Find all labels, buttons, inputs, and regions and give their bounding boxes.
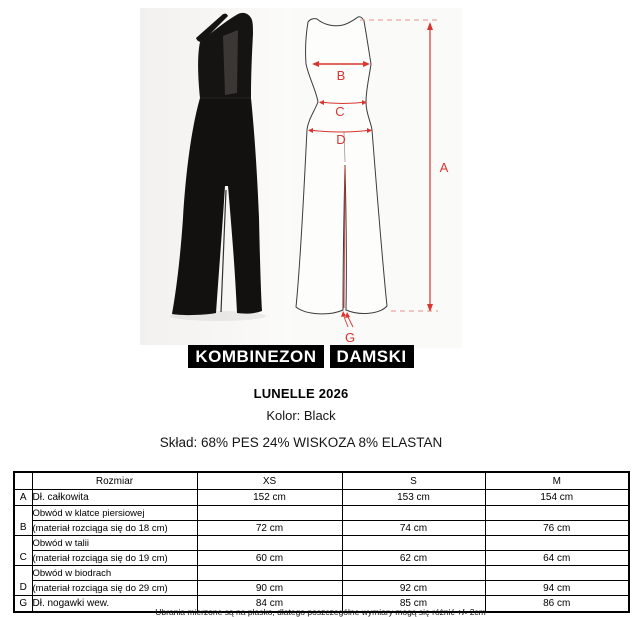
header-m: M <box>485 472 629 490</box>
cell-empty <box>197 536 342 551</box>
title-word-damski: DAMSKI <box>330 345 414 368</box>
table-row <box>14 506 629 521</box>
row-label-line2: (materiał rozciąga się do 18 cm) <box>32 521 197 536</box>
footnote-tolerance: +/- <box>454 607 470 617</box>
cell-empty <box>342 536 485 551</box>
cell-value: 92 cm <box>342 581 485 596</box>
footnote-unit: 2cm <box>469 607 486 617</box>
label-A: A <box>439 160 449 175</box>
cell-value: 62 cm <box>342 551 485 566</box>
label-D: D <box>336 132 346 147</box>
cell-value: 153 cm <box>342 490 485 506</box>
row-label-line1: Obwód w talii <box>32 536 197 551</box>
label-B: B <box>336 68 346 83</box>
cell-empty <box>485 566 629 581</box>
composition-label: Skład: 68% PES 24% WISKOZA 8% ELASTAN <box>159 435 443 450</box>
cell-value: 60 cm <box>197 551 342 566</box>
cell-value: 86 cm <box>485 596 629 613</box>
row-letter: A <box>14 490 32 506</box>
row-label: Dł. nogawki wew. <box>32 596 197 613</box>
table-row <box>14 490 629 506</box>
table-row <box>14 581 629 596</box>
label-G: G <box>344 330 356 345</box>
title-word-kombinezon: KOMBINEZON <box>188 345 323 368</box>
table-row <box>14 536 629 551</box>
row-letter: D <box>14 566 32 596</box>
color-label: Kolor: Black <box>266 408 336 423</box>
row-label: Dł. całkowita <box>32 490 197 506</box>
table-row <box>14 566 629 581</box>
cell-value: 154 cm <box>485 490 629 506</box>
table-row <box>14 521 629 536</box>
cell-value: 76 cm <box>485 521 629 536</box>
row-letter: B <box>14 506 32 536</box>
header-letter-cell <box>14 472 32 490</box>
jumpsuit-photo-illustration <box>140 8 292 345</box>
header-rozmiar: Rozmiar <box>32 472 197 490</box>
cell-empty <box>485 506 629 521</box>
table-header-row <box>14 472 629 490</box>
cell-empty <box>197 566 342 581</box>
cell-empty <box>342 566 485 581</box>
cell-empty <box>342 506 485 521</box>
cell-value: 72 cm <box>197 521 342 536</box>
header-xs: XS <box>197 472 342 490</box>
page-title <box>0 345 602 368</box>
row-letter: G <box>14 596 32 613</box>
label-C: C <box>335 104 345 119</box>
row-label-line1: Obwód w biodrach <box>32 566 197 581</box>
row-letter: C <box>14 536 32 566</box>
model-name: LUNELLE 2026 <box>253 386 349 401</box>
measurement-diagram <box>292 8 462 348</box>
product-photo <box>140 8 292 345</box>
measurement-footnote <box>13 607 628 617</box>
row-label-line2: (materiał rozciąga się do 19 cm) <box>32 551 197 566</box>
cell-empty <box>485 536 629 551</box>
row-label-line1: Obwód w klatce piersiowej <box>32 506 197 521</box>
cell-value: 152 cm <box>197 490 342 506</box>
cell-value: 84 cm <box>197 596 342 613</box>
cell-value: 90 cm <box>197 581 342 596</box>
footnote-text: Ubrania mierzone są na płasko, dlatego poszczególne wymiary mogą się różnić <box>155 607 455 617</box>
cell-value: 74 cm <box>342 521 485 536</box>
table-row <box>14 551 629 566</box>
size-table <box>13 471 630 613</box>
cell-value: 85 cm <box>342 596 485 613</box>
cell-value: 94 cm <box>485 581 629 596</box>
jumpsuit-mesh-inset <box>223 30 238 95</box>
header-s: S <box>342 472 485 490</box>
cell-empty <box>197 506 342 521</box>
cell-value: 64 cm <box>485 551 629 566</box>
measurement-diagram-svg <box>292 8 462 348</box>
row-label-line2: (materiał rozciąga się do 29 cm) <box>32 581 197 596</box>
